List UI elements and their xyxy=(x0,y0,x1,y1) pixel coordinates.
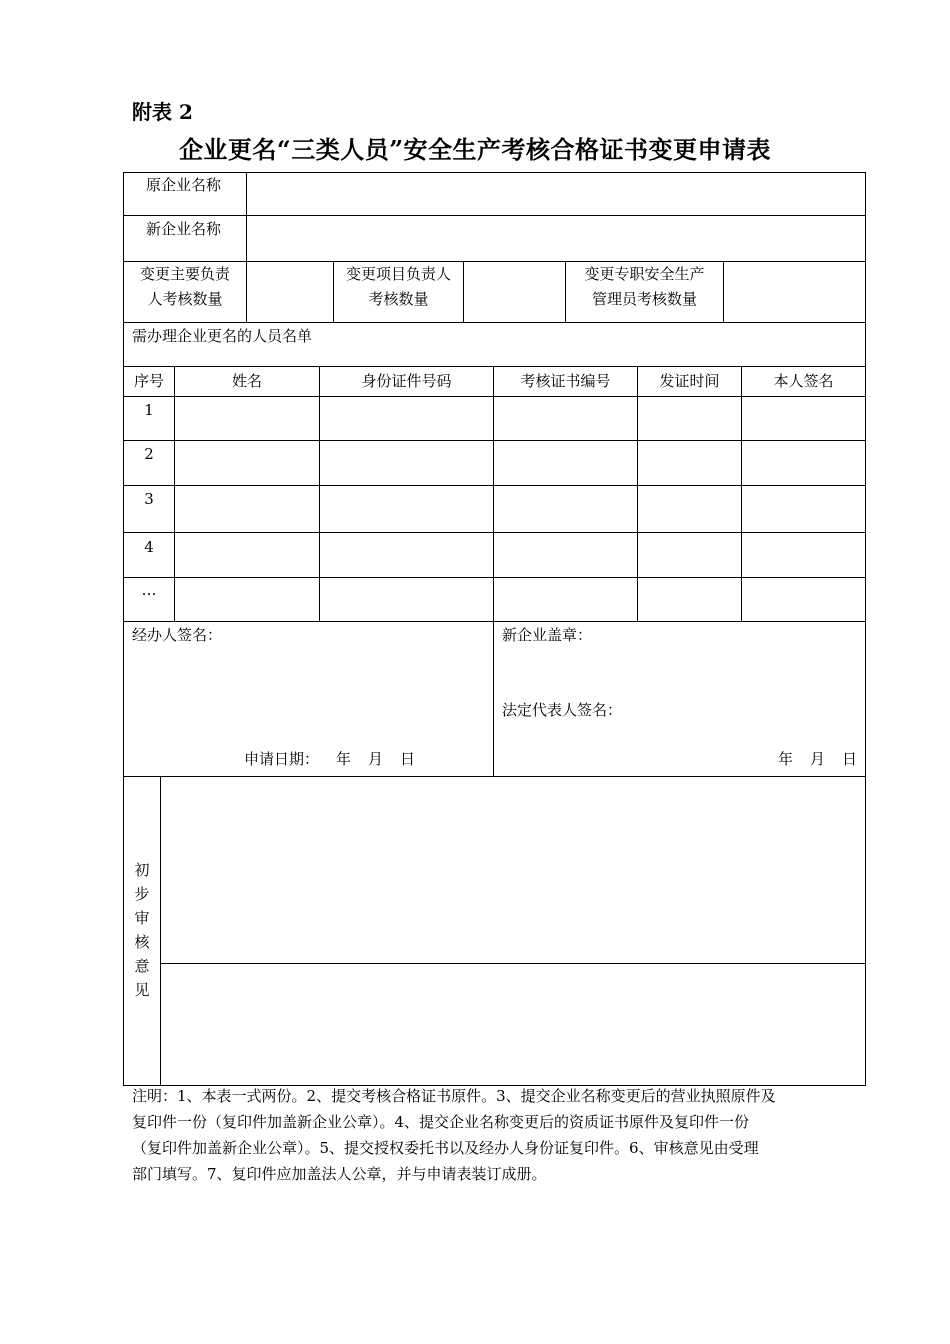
seal-date-year: 年 xyxy=(778,750,794,768)
row-divider xyxy=(123,440,866,441)
personnel-list-label: 需办理企业更名的人员名单 xyxy=(132,327,313,345)
column-header-certificate-number: 考核证书编号 xyxy=(520,372,611,390)
col-divider xyxy=(493,621,494,777)
application-date-year: 年 xyxy=(336,750,352,768)
legal-representative-signature-label: 法定代表人签名： xyxy=(502,701,623,719)
application-date-label: 申请日期： xyxy=(244,750,320,768)
note-line: （复印件加盖新企业公章）。5、提交授权委托书以及经办人身份证复印件。6、审核意见由受理 xyxy=(132,1139,759,1157)
table-row-index: 3 xyxy=(144,490,154,508)
column-header-name: 姓名 xyxy=(231,372,262,390)
col-divider xyxy=(741,366,742,622)
col-divider xyxy=(463,261,464,323)
row-divider xyxy=(123,776,866,777)
review-label-char: 初 xyxy=(134,861,150,879)
col-divider xyxy=(723,261,724,323)
column-header-issue-date: 发证时间 xyxy=(659,372,720,390)
col-divider xyxy=(174,366,175,622)
row-divider xyxy=(123,621,866,622)
application-date-month: 月 xyxy=(368,750,384,768)
row-divider xyxy=(123,366,866,367)
review-label-char: 意 xyxy=(134,957,150,975)
note-line: 复印件一份（复印件加盖新企业公章）。4、提交企业名称变更后的资质证书原件及复印件一份 xyxy=(132,1113,750,1131)
col-divider xyxy=(637,366,638,622)
preliminary-review-label xyxy=(124,858,160,1002)
table-row-index: 2 xyxy=(144,445,154,463)
row-divider xyxy=(123,396,866,397)
table-row-index: 1 xyxy=(144,401,154,419)
form-notes xyxy=(132,1083,822,1187)
review-label-char: 核 xyxy=(134,933,150,951)
col-divider xyxy=(246,172,247,323)
col-divider xyxy=(493,366,494,622)
table-border xyxy=(123,172,866,173)
row-divider xyxy=(123,215,866,216)
row-divider xyxy=(123,577,866,578)
safety-officer-count-label-line1: 变更专职安全生产 xyxy=(584,265,705,283)
note-line: 注明：1、本表一式两份。2、提交考核合格证书原件。3、提交企业名称变更后的营业执照原件及 xyxy=(132,1087,776,1105)
row-divider xyxy=(123,532,866,533)
company-seal-label: 新企业盖章： xyxy=(502,626,593,644)
annex-label: 附表 2 xyxy=(132,100,193,124)
column-header-id-number: 身份证件号码 xyxy=(361,372,452,390)
seal-date-day: 日 xyxy=(842,750,858,768)
old-company-name-label: 原企业名称 xyxy=(146,176,222,194)
project-lead-count-label-line2: 考核数量 xyxy=(368,290,429,308)
table-row-index: … xyxy=(141,581,157,599)
row-divider xyxy=(123,485,866,486)
review-label-char: 步 xyxy=(134,885,150,903)
column-header-signature: 本人签名 xyxy=(773,372,834,390)
column-header-index: 序号 xyxy=(133,372,164,390)
project-lead-count-label-line1: 变更项目负责人 xyxy=(345,265,451,283)
table-row-index: 4 xyxy=(144,538,154,556)
row-divider xyxy=(123,322,866,323)
review-label-char: 审 xyxy=(134,909,150,927)
table-border xyxy=(865,172,866,1086)
form-title: 企业更名“三类人员”安全生产考核合格证书变更申请表 xyxy=(178,135,772,164)
principal-count-label-line1: 变更主要负责 xyxy=(139,265,230,283)
principal-count-label-line2: 人考核数量 xyxy=(147,290,223,308)
col-divider xyxy=(160,776,161,1086)
review-label-char: 见 xyxy=(134,981,150,999)
col-divider xyxy=(319,366,320,622)
row-divider xyxy=(160,963,866,964)
handler-signature-label: 经办人签名： xyxy=(132,626,223,644)
new-company-name-label: 新企业名称 xyxy=(146,220,222,238)
application-date-day: 日 xyxy=(400,750,416,768)
seal-date-month: 月 xyxy=(810,750,826,768)
note-line: 部门填写。7、复印件应加盖法人公章，并与申请表装订成册。 xyxy=(132,1165,547,1183)
safety-officer-count-label-line2: 管理员考核数量 xyxy=(591,290,697,308)
